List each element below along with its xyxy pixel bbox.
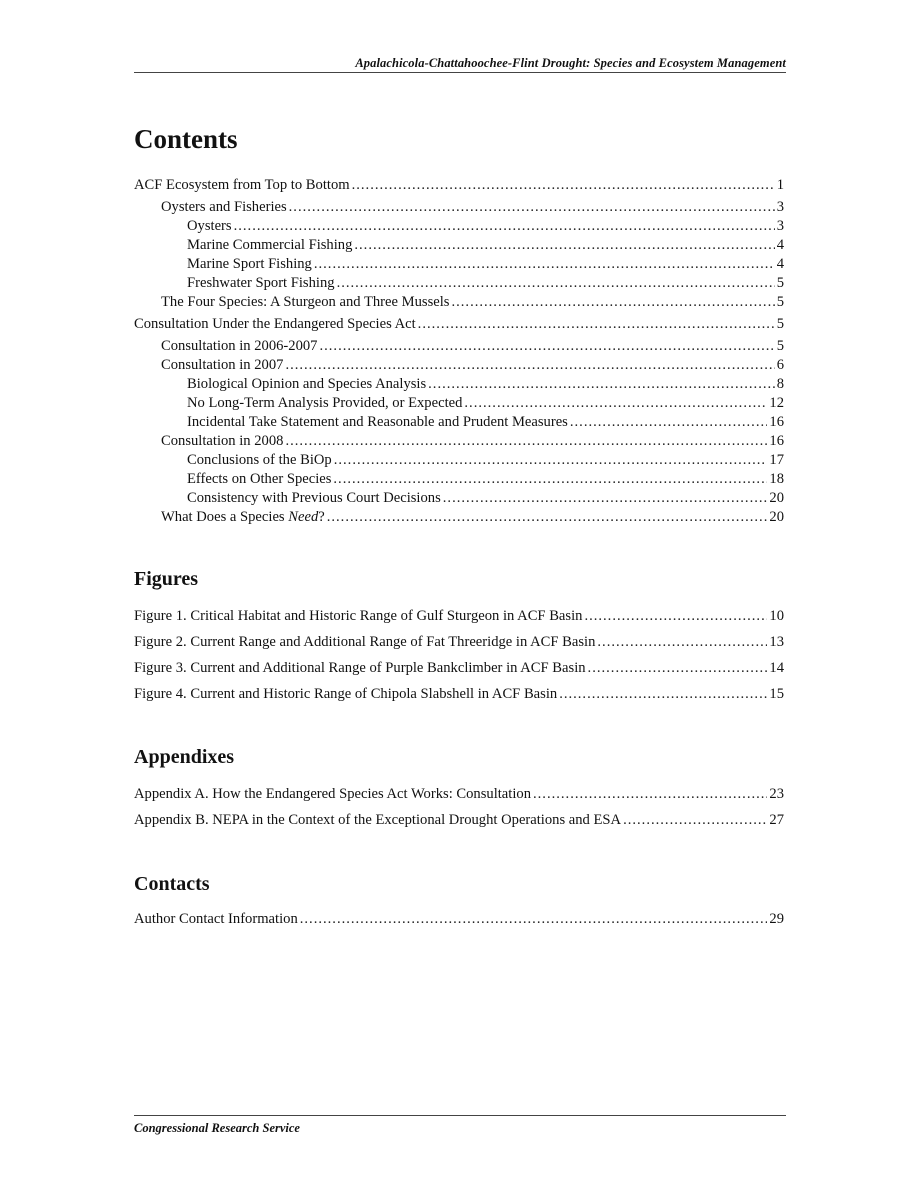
toc-entry[interactable]: ACF Ecosystem from Top to Bottom ..... 1 <box>134 176 784 195</box>
header-rule <box>134 72 786 73</box>
toc-entry[interactable]: Effects on Other Species ..... 18 <box>134 470 784 489</box>
toc-entry[interactable]: The Four Species: A Sturgeon and Three Mussels ..... 5 <box>134 293 784 312</box>
toc-entry[interactable]: Biological Opinion and Species Analysis ..... 8 <box>134 375 784 394</box>
contents-list <box>134 176 784 527</box>
figure-entry[interactable]: Figure 4. Current and Historic Range of Chipola Slabshell in ACF Basin ..... 15 <box>134 681 784 707</box>
toc-entry[interactable]: No Long-Term Analysis Provided, or Expected ..... 12 <box>134 394 784 413</box>
toc-entry[interactable]: Consultation in 2008 ..... 16 <box>134 432 784 451</box>
contact-entry[interactable]: Author Contact Information ..... 29 <box>134 906 784 932</box>
toc-entry[interactable]: Consistency with Previous Court Decisions ..... 20 <box>134 489 784 508</box>
toc-entry[interactable]: Oysters and Fisheries ..... 3 <box>134 198 784 217</box>
toc-entry[interactable]: Oysters ..... 3 <box>134 217 784 236</box>
figure-entry[interactable]: Figure 2. Current Range and Additional Range of Fat Threeridge in ACF Basin ..... 13 <box>134 629 784 655</box>
toc-entry[interactable]: Conclusions of the BiOp ..... 17 <box>134 451 784 470</box>
contacts-heading: Contacts <box>134 873 210 895</box>
figures-heading: Figures <box>134 568 199 590</box>
appendixes-heading: Appendixes <box>134 746 235 768</box>
toc-entry[interactable]: Marine Sport Fishing ..... 4 <box>134 255 784 274</box>
appendix-entry[interactable]: Appendix A. How the Endangered Species Act Works: Consultation ..... 23 <box>134 781 784 807</box>
footer-rule <box>134 1115 786 1116</box>
appendix-entry[interactable]: Appendix B. NEPA in the Context of the Exceptional Drought Operations and ESA ..... 27 <box>134 807 784 833</box>
toc-entry[interactable]: What Does a Species Need? ..... 20 <box>134 508 784 527</box>
toc-entry[interactable]: Consultation in 2007 ..... 6 <box>134 356 784 375</box>
figures-list <box>134 603 784 707</box>
toc-entry[interactable]: Freshwater Sport Fishing ..... 5 <box>134 274 784 293</box>
running-header: Apalachicola-Chattahoochee-Flint Drought: Species and Ecosystem Management <box>355 56 786 70</box>
footer-text: Congressional Research Service <box>134 1121 300 1135</box>
contacts-list <box>134 906 784 932</box>
figure-entry[interactable]: Figure 1. Critical Habitat and Historic Range of Gulf Sturgeon in ACF Basin ..... 10 <box>134 603 784 629</box>
toc-entry[interactable]: Consultation in 2006-2007 ..... 5 <box>134 337 784 356</box>
toc-entry[interactable]: Incidental Take Statement and Reasonable and Prudent Measures ..... 16 <box>134 413 784 432</box>
toc-entry[interactable]: Consultation Under the Endangered Species Act ..... 5 <box>134 315 784 334</box>
contents-heading: Contents <box>134 124 238 154</box>
toc-entry[interactable]: Marine Commercial Fishing ..... 4 <box>134 236 784 255</box>
figure-entry[interactable]: Figure 3. Current and Additional Range of Purple Bankclimber in ACF Basin ..... 14 <box>134 655 784 681</box>
appendixes-list <box>134 781 784 833</box>
